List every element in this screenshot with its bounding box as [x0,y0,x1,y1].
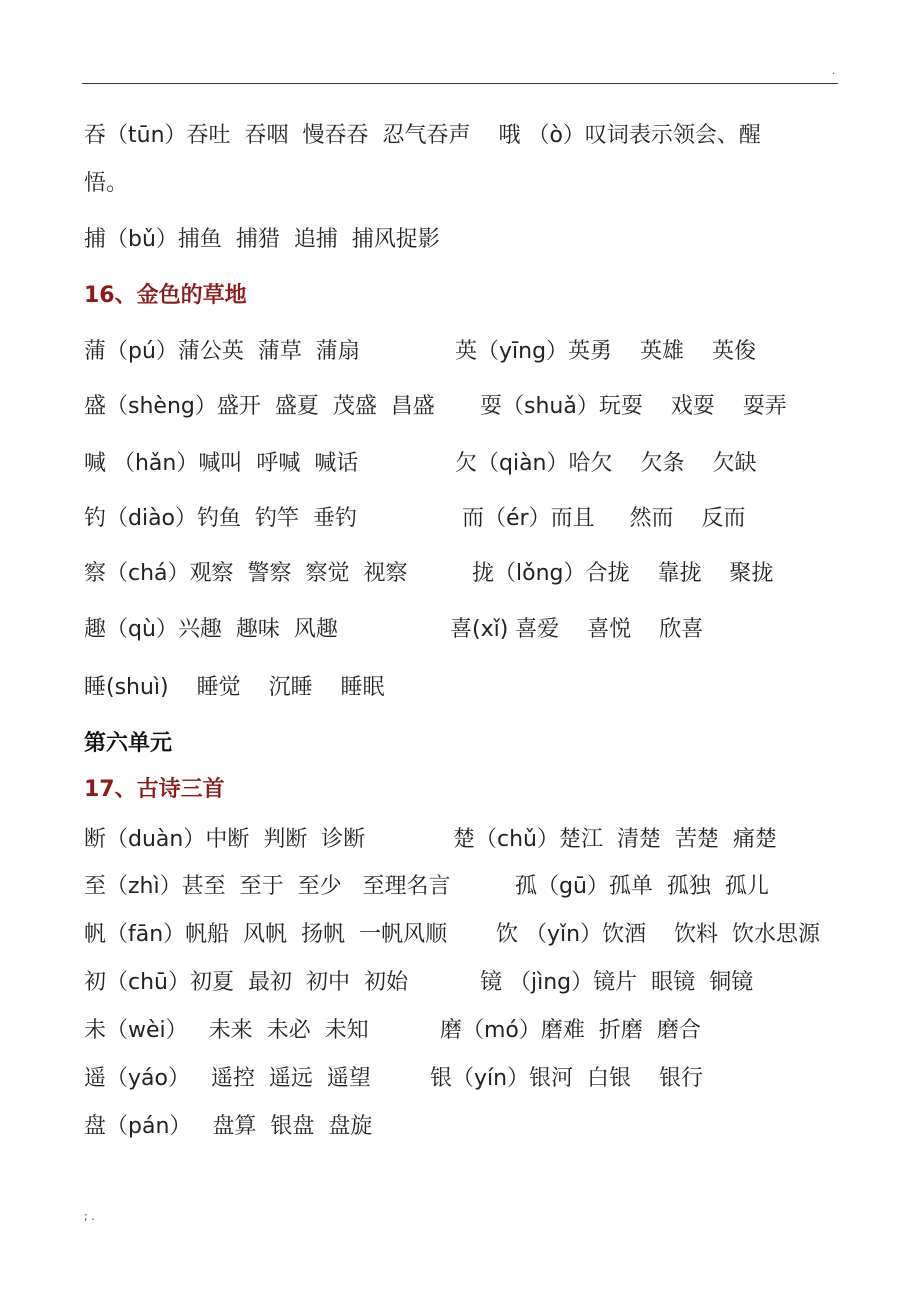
lesson16-row-left: 蒲（pú）蒲公英 蒲草 蒲扇 [84,339,360,364]
unit-6-title: 第六单元 [84,731,173,756]
lesson-17-title: 17、古诗三首 [84,777,225,802]
bu-line: 捕（bǔ）捕鱼 捕猎 追捕 捕风捉影 [84,227,440,252]
header-rule [82,83,838,84]
lesson17-row-right: 楚（chǔ）楚江 清楚 苦楚 痛楚 [453,827,777,852]
lesson16-row-left: 睡(shuì) 睡觉 沉睡 睡眠 [84,675,385,700]
lesson16-row-right: 而（ér）而且 然而 反而 [462,506,746,531]
lesson17-row-left: 至（zhì）甚至 至于 至少 至理名言 [84,874,451,899]
lesson17-row-left: 断（duàn）中断 判断 诊断 [84,827,366,852]
lesson16-row-right: 欠（qiàn）哈欠 欠条 欠缺 [455,451,757,476]
lesson16-row-right: 耍（shuǎ）玩耍 戏耍 耍弄 [480,394,787,419]
lesson17-row-left: 遥（yáo） 遥控 遥远 遥望 [84,1066,371,1091]
lesson-16-title: 16、金色的草地 [84,283,247,308]
lesson16-row-left: 盛（shèng）盛开 盛夏 茂盛 昌盛 [84,394,435,419]
lesson16-row-left: 趣（qù）兴趣 趣味 风趣 [84,617,338,642]
lesson16-row-right: 英（yīng）英勇 英雄 英俊 [455,339,756,364]
footer-mark: ; . [84,1210,95,1223]
lesson16-row-right: 拢（lǒng）合拢 靠拢 聚拢 [472,561,774,586]
lesson16-row-left: 钓（diào）钓鱼 钓竿 垂钓 [84,506,357,531]
header-mark: . [832,66,836,77]
lesson17-row-left: 帆（fān）帆船 风帆 扬帆 一帆风顺 [84,922,448,947]
tun-line: 吞（tūn）吞吐 吞咽 慢吞吞 忍气吞声 哦 （ò）叹词表示领会、醒 [84,123,761,148]
lesson16-row-left: 喊 （hǎn）喊叫 呼喊 喊话 [84,451,359,476]
lesson17-row-right: 镜 （jìng）镜片 眼镜 铜镜 [480,970,754,995]
tun-line-continued: 悟。 [84,171,129,196]
lesson17-row-right: 孤（gū）孤单 孤独 孤儿 [515,874,769,899]
lesson17-row-left: 未（wèi） 未来 未必 未知 [84,1018,369,1043]
lesson16-row-right: 喜(xǐ) 喜爱 喜悦 欣喜 [450,617,704,642]
lesson17-row-right: 银（yín）银河 白银 银行 [430,1066,704,1091]
lesson17-row-right: 磨（mó）磨难 折磨 磨合 [440,1018,701,1043]
lesson17-row-left: 初（chū）初夏 最初 初中 初始 [84,970,408,995]
lesson16-row-left: 察（chá）观察 警察 察觉 视察 [84,561,408,586]
lesson17-row-right: 饮 （yǐn）饮酒 饮料 饮水思源 [496,922,821,947]
lesson17-row-left: 盘（pán） 盘算 银盘 盘旋 [84,1114,373,1139]
